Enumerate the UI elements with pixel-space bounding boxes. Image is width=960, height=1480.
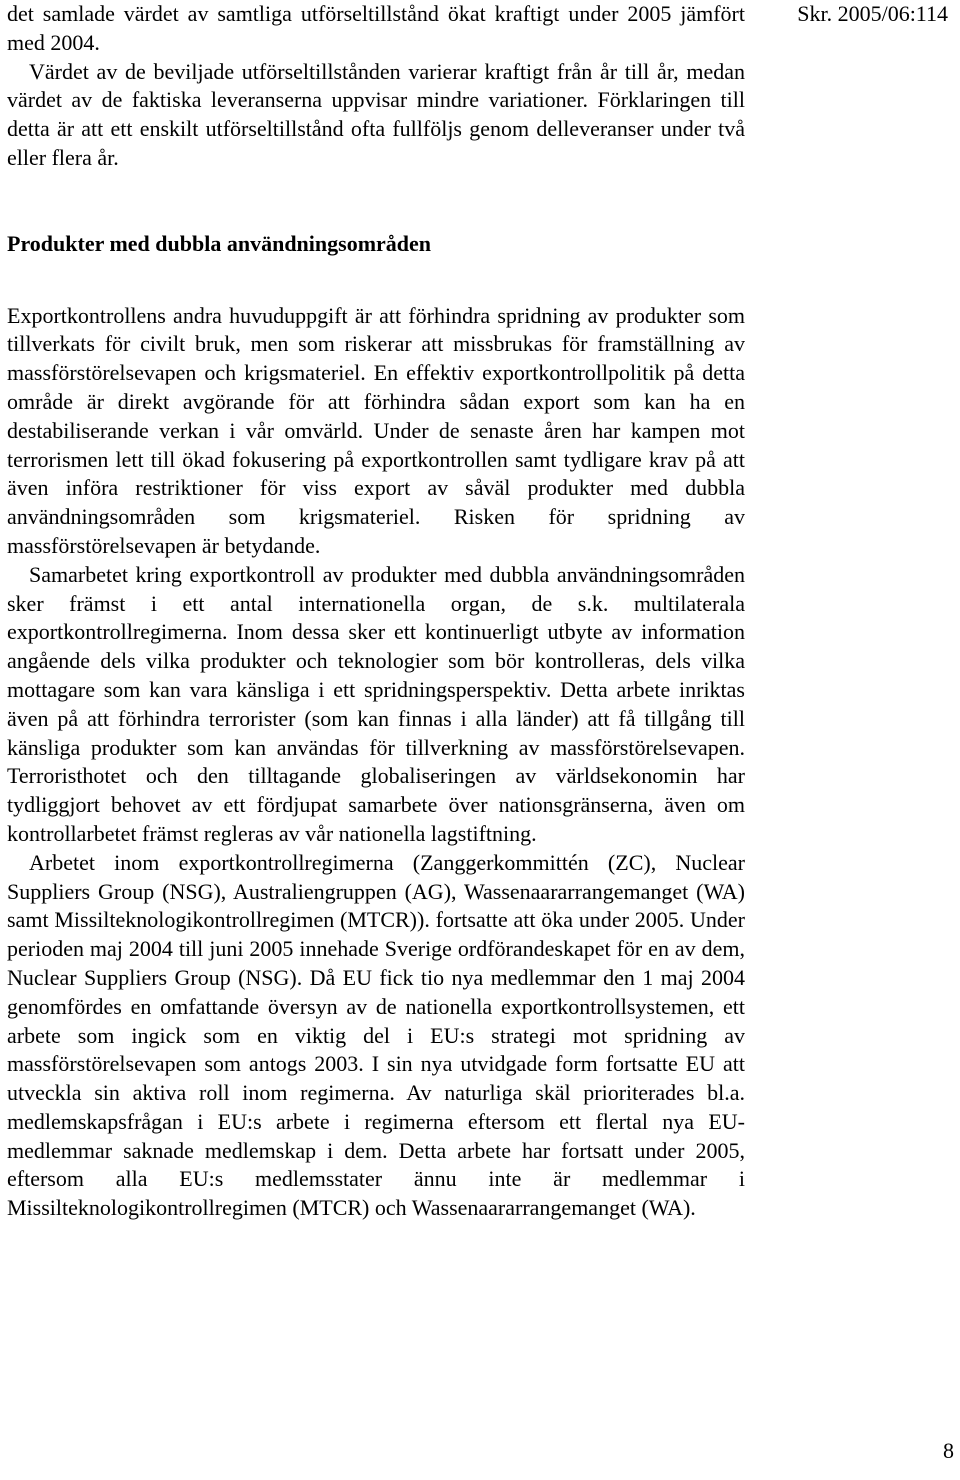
intro-paragraph: Värdet av de beviljade utförseltillstånden varierar kraftigt från år till år, medan värdet av de faktiska leveranserna uppvisar mindre variationer. Förklaringen till detta är att ett enskilt utförseltillstånd ofta fullföljs genom delleveranser under två eller flera år.	[7, 58, 745, 170]
body-paragraph: Exportkontrollens andra huvuduppgift är att förhindra spridning av produkter som tillverkats för civilt bruk, men som riskerar att missbrukas för framställning av massförstörelsevapen och krigsmateriel. En effektiv exportkontrollpolitik på detta område är direkt avgörande för att förhindra sådan export som kan ha en destabiliserande verkan i vår omvärld. Under de senaste åren har kampen mot terrorismen lett till ökad fokusering på exportkontrollen samt tydligare krav på att även införa restriktioner för viss export av såväl produkter med dubbla användningsområden som krigsmateriel. Risken för spridning av massförstörelsevapen är betydande.	[7, 302, 745, 558]
spacer	[7, 173, 745, 230]
text-column	[7, 0, 745, 1223]
intro-paragraph-continued: det samlade värdet av samtliga utförseltillstånd ökat kraftigt under 2005 jämfört med 2004.	[7, 1, 745, 55]
page-number: 8	[943, 1438, 954, 1463]
spacer	[7, 259, 745, 302]
body-paragraph: Samarbetet kring exportkontroll av produkter med dubbla användningsområden sker främst i ett antal internationella organ, de s.k. multilaterala exportkontrollregimerna. Inom dessa sker ett kontinuerligt utbyte av information angående dels vilka produkter och teknologier som bör kontrolleras, dels vilka mottagare som kan vara känsliga i ett spridningsperspektiv. Detta arbete inriktas även på att förhindra terrorister (som kan finnas i alla länder) att få tillgång till känsliga produkter som kan användas för tillverkning av massförstörelsevapen. Terroristhotet och den tilltagande globaliseringen av världsekonomin har tydliggjort behovet av ett fördjupat samarbete över nationsgränserna, även om kontrollarbetet främst regleras av vår nationella lagstiftning.	[7, 561, 745, 846]
document-reference: Skr. 2005/06:114	[797, 1, 948, 26]
section-heading: Produkter med dubbla användningsområden	[7, 230, 432, 256]
body-paragraph: Arbetet inom exportkontrollregimerna (Zanggerkommittén (ZC), Nuclear Suppliers Group (NSG), Australiengruppen (AG), Wassenaararrangemanget (WA) samt Missilteknologikontrollregimen (MTCR)). fortsatte att öka under 2005. Under perioden maj 2004 till juni 2005 innehade Sverige ordförandeskapet för en av dem, Nuclear Suppliers Group (NSG). Då EU fick tio nya medlemmar den 1 maj 2004 genomfördes en omfattande översyn av de nationella exportkontrollsystemen, ett arbete som ingick som en viktig del i EU:s strategi mot spridning av massförstörelsevapen som antogs 2003. I sin nya utvidgade form fortsatte EU att utveckla sin aktiva roll inom regimerna. Av naturliga skäl prioriterades bl.a. medlemskapsfrågan i EU:s arbete i regimerna eftersom ett flertal nya EU-medlemmar saknade medlemskap i dem. Detta arbete har fortsatt under 2005, eftersom alla EU:s medlemsstater ännu inte är medlemmar i Missilteknologikontrollregimen (MTCR) och Wassenaararrangemanget (WA).	[7, 849, 745, 1221]
